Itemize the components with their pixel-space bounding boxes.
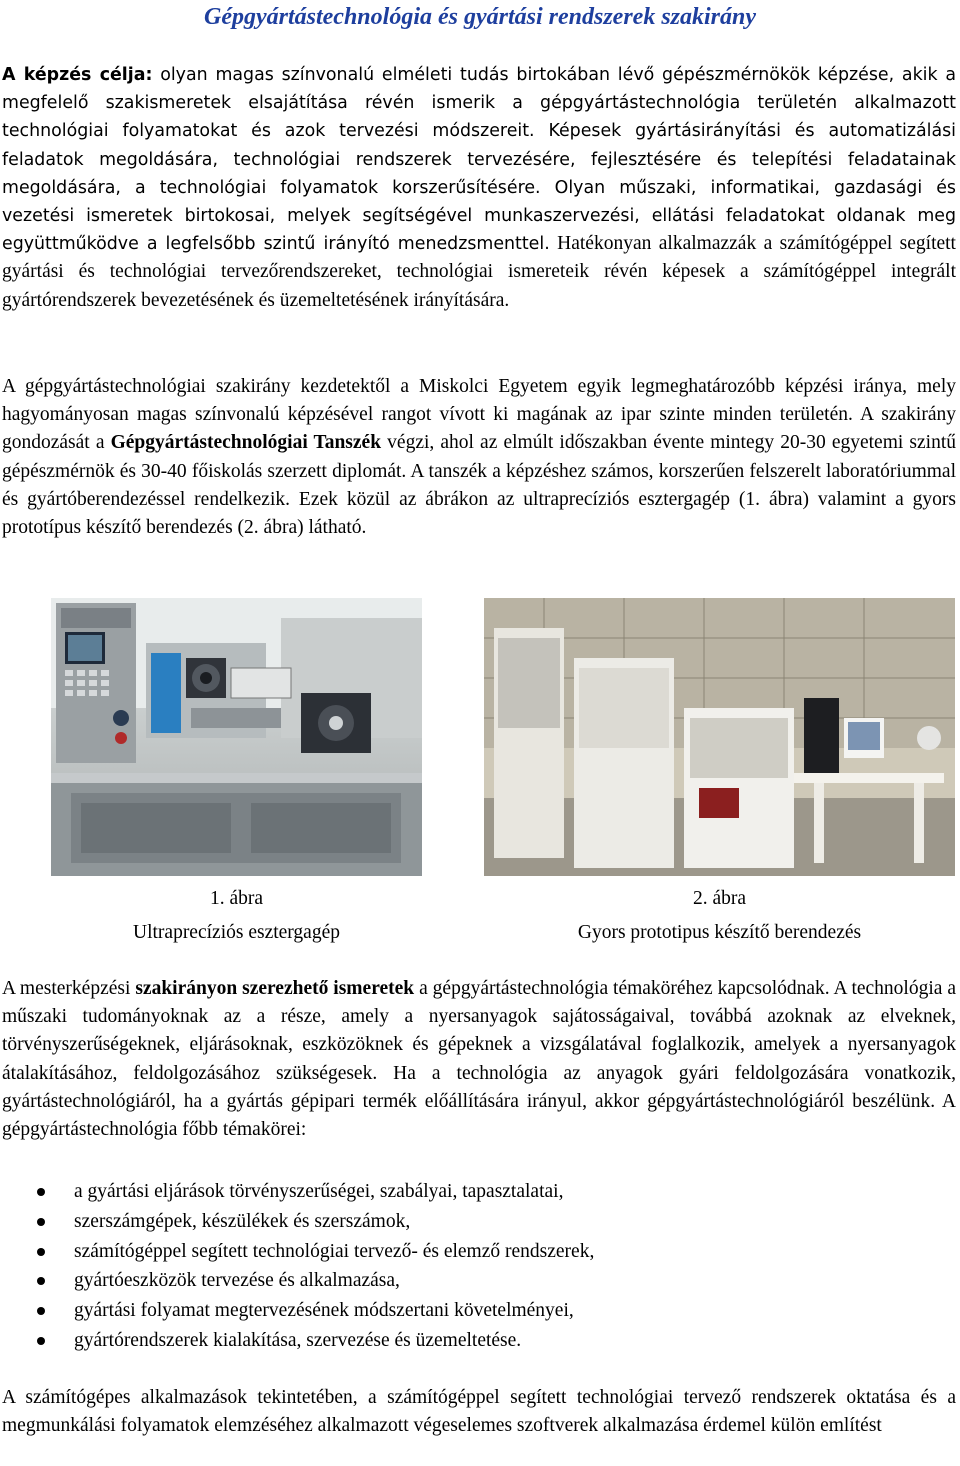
figure-1-number: 1. ábra	[209, 888, 264, 909]
paragraph-text: végzi, ahol az elmúlt időszakban évente mintegy 20-30 egyetemi szintű gépészmérnök és 30-40 főiskolás szerzett diplomát. A tanszék a képzéshez számos, korszerűen felszerelt laboratóriummal és gyártóberendezéssel rendelkezik. Ezek közül az ábrákon az ultraprecíziós esztergagép (1. ábra) valamint a gyors prototípus készítő berendezés (2. ábra) látható.	[2, 432, 956, 539]
paragraph-text: olyan magas színvonalú elméleti tudás birtokában lévő gépészmérnökök képzése, akik a megfelelő szakismeretek elsajátítása révén ismerik a gépgyártástechnológia területén alkalmazott technológiai folyamatokat és azok tervezési módszereit. Képesek gyártásirányítási és automatizálási feladatok megoldására, technológiai rendszerek tervezésére, fejlesztésére és telepítési feladatainak megoldására, a technológiai folyamatok korszerűsítésére. Olyan műszaki, informatikai, gazdasági és vezetési ismeretek birtokosai, melyek segítségével munkaszervezési, ellátási feladatokat oldanak meg együttműködve a legfelsőbb szintű irányító menedzsmenttel.	[2, 65, 956, 255]
paragraph-text-serif: Hatékonyan alkalmazzák a számítógéppel segített gyártási és technológiai tervezőrendszereket, technológiai ismereteik révén képesek a számítógéppel integrált gyártórendszerek bevezetésének és üzemeltetésének irányítására.	[2, 233, 956, 311]
list-item-text: gyártási folyamat megtervezésének módszertani követelményei,	[74, 1300, 574, 1322]
list-item	[0, 1237, 950, 1267]
topic-list	[0, 1177, 950, 1356]
bold-phrase: szakirányon szerezhető ismeretek	[135, 978, 415, 999]
paragraph-course-goal	[2, 61, 956, 315]
bullet-dot-icon	[37, 1277, 45, 1285]
list-item	[0, 1266, 950, 1296]
lathe-photo	[51, 598, 422, 876]
paragraph-text: A gépgyártástechnológiai szakirány kezdetektől a Miskolci Egyetem egyik legmeghatározóbb képzési iránya, mely hagyományosan magas színvonalú képzésével rangot vívott ki magának az ipar szinte minden területén. A szakirány gondozását a	[2, 376, 956, 454]
list-item	[0, 1177, 950, 1207]
paragraph-text: a gépgyártástechnológia témaköréhez kapcsolódnak. A technológia a műszaki tudományoknak az a része, amely a nyersanyagok sajátosságaival, továbbá azoknak az elveknek, törvényszerűségeknek, eljárásoknak, eszközöknek és gépeknek a vizsgálatával foglalkozik, amelyek a nyersanyagok átalakításához, feldolgozásához szükségesek. Ha a technológia az anyagok gyári feldolgozására vonatkozik, gyártástechnológiáról, ha a gyártás gépipari termék előállítására irányul, akkor gépgyártástechnológiáról beszélünk. A gépgyártástechnológia főbb témakörei:	[2, 978, 957, 1141]
paragraph-text: A mesterképzési	[2, 978, 136, 999]
paragraph-text: A számítógépes alkalmazások tekintetében, a számítógéppel segített technológiai tervező rendszerek oktatása és a megmunkálási folyamatok elemzéséhez alkalmazott végeselemes szoftverek alkalmazása érdemel külön említést	[2, 1387, 956, 1437]
bullet-dot-icon	[37, 1218, 45, 1226]
list-item-text: szerszámgépek, készülékek és szerszámok,	[74, 1210, 411, 1232]
list-item-text: gyártóeszközök tervezése és alkalmazása,	[74, 1270, 400, 1292]
list-item-text: számítógéppel segített technológiai tervező- és elemző rendszerek,	[74, 1240, 595, 1262]
bullet-dot-icon	[37, 1188, 45, 1196]
figure-2-number: 2. ábra	[692, 888, 747, 909]
bullet-dot-icon	[37, 1248, 45, 1256]
rapid-prototyping-photo	[484, 598, 955, 876]
lathe-illustration	[51, 598, 422, 876]
paragraph-software	[2, 1384, 956, 1440]
department-name: Gépgyártástechnológiai Tanszék	[110, 432, 382, 454]
list-item	[0, 1207, 950, 1237]
list-item-text: a gyártási eljárások törvényszerűségei, szabályai, tapasztalatai,	[74, 1181, 564, 1202]
paragraph-specialization	[2, 373, 956, 542]
bullet-dot-icon	[37, 1337, 45, 1345]
figure-1-caption: Ultraprecíziós esztergagép	[133, 922, 340, 943]
figure-2-caption: Gyors prototipus készítő berendezés	[577, 922, 862, 943]
paragraph-knowledge	[2, 975, 956, 1144]
page-title: Gépgyártástechnológia és gyártási rendszerek szakirány	[204, 4, 756, 30]
bullet-dot-icon	[37, 1307, 45, 1315]
list-item-text: gyártórendszerek kialakítása, szervezése és üzemeltetése.	[74, 1329, 522, 1351]
prototyping-illustration	[484, 598, 955, 876]
list-item	[0, 1296, 950, 1326]
lead-bold: A képzés célja:	[2, 65, 153, 85]
list-item	[0, 1326, 950, 1356]
